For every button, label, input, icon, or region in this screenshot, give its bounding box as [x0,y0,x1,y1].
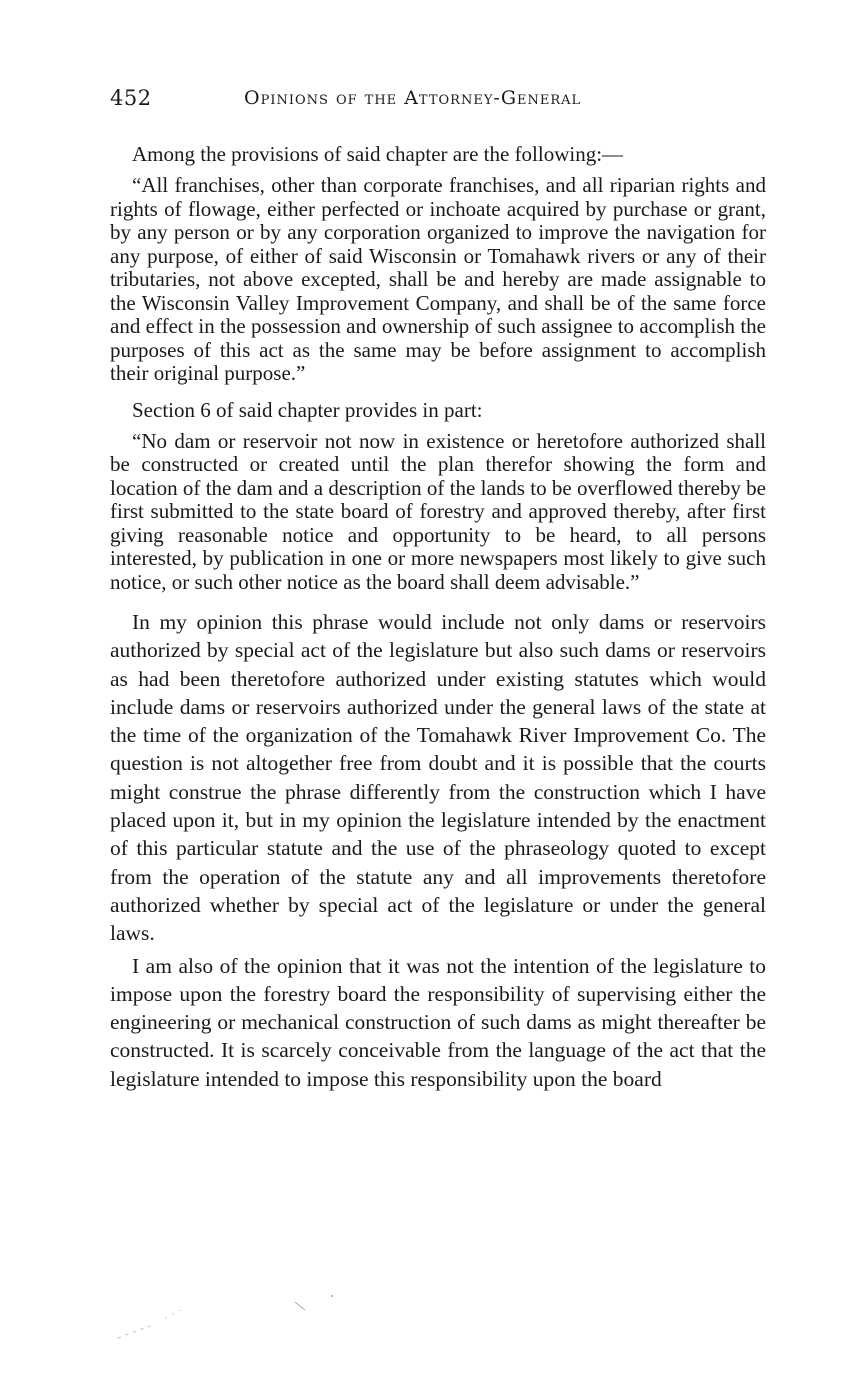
paragraph-section-6: Section 6 of said chapter provides in part: [132,397,483,422]
quote-franchises: “All franchises, other than corporate franchises, and all riparian rights and rights of flowage, either perfected or inchoate acquired by purchase or grant, by any person or by any corporation organized to improve the navigation for any purpose, of either of said Wisconsin or Tomahawk rivers or any of their tributaries, not above excepted, shall be and hereby are made assignable to the Wisconsin Valley Improvement Company, and shall be of the same force and effect in the possession and ownership of such assignee to accomplish the purposes of this act as the same may be before assignment to accomplish their original purpose.” [110,173,766,385]
scan-specks-decoration [110,1290,350,1350]
paragraph-forestry-board: I am also of the opinion that it was not the intention of the legislature to impose upon the forestry board the responsibility of supervising either the engineering or mechanical construction of such dams as might thereafter be constructed. It is scarcely conceivable from the language of the act that the legislature intended to impose this responsibility upon the board [110,953,766,1091]
paragraph-opinion: In my opinion this phrase would include not only dams or reservoirs authorized by special act of the legislature but also such dams or reservoirs as had been theretofore authorized under existing statutes which would include dams or reservoirs authorized under the general laws of the state at the time of the organization of the Tomahawk River Improvement Co. The question is not altogether free from doubt and it is possible that the courts might construe the phrase differently from the construction which I have placed upon it, but in my opinion the legislature intended by the enactment of this particular statute and the use of the phraseology quoted to except from the operation of the statute any and all improvements theretofore authorized whether by special act of the legislature or under the general laws. [110,610,766,946]
page-header [110,86,770,116]
paragraph-intro: Among the provisions of said chapter are the following:— [132,142,624,166]
running-head: Opinions of the Attorney-General [244,87,582,109]
page-body [110,140,766,1093]
quote-dam-reservoir: “No dam or reservoir not now in existence or heretofore authorized shall be constructed or created until the plan therefor showing the form and location of the dam and a description of the lands to be overflowed thereby be first submitted to the state board of forestry and approved thereby, after first giving reasonable notice and opportunity to be heard, to all persons interested, by publication in one or more newspapers most likely to give such notice, or such other notice as the board shall deem advisable.” [110,428,766,594]
page-number: 452 [110,86,152,110]
